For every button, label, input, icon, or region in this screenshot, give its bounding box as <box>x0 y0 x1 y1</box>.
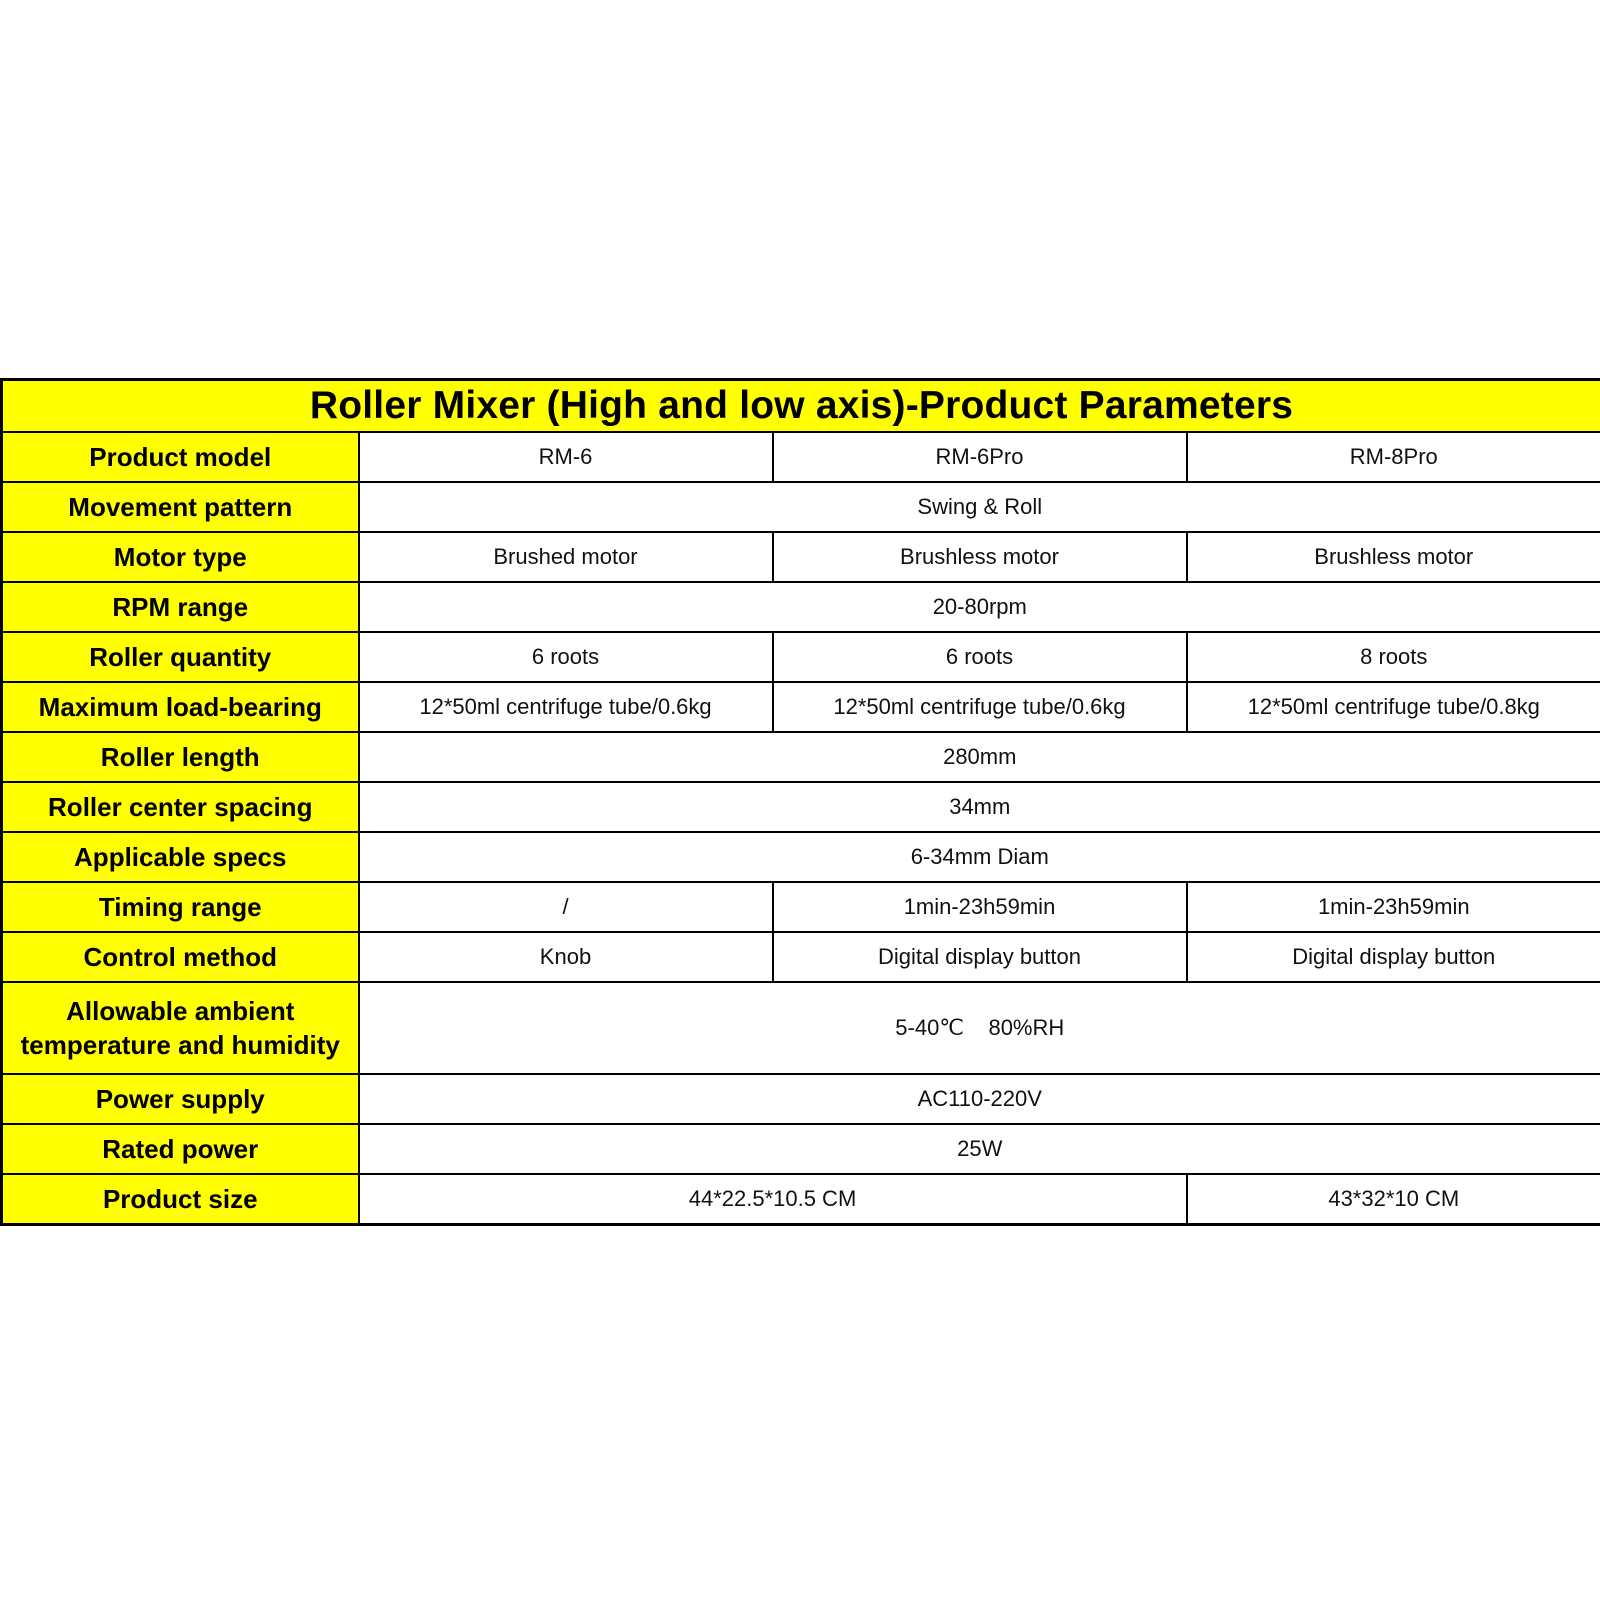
row-label-line: temperature and humidity <box>20 1030 340 1060</box>
cell-value: 1min-23h59min <box>773 882 1187 932</box>
cell-value: Brushless motor <box>773 532 1187 582</box>
product-parameters-table <box>0 378 1600 1226</box>
table-row-rpm-range <box>2 582 1600 632</box>
table-row-timing-range <box>2 882 1600 932</box>
table-row-product-model <box>2 432 1600 482</box>
table-row-control-method <box>2 932 1600 982</box>
table-row-power-supply <box>2 1074 1600 1124</box>
table-row-roller-center-spacing <box>2 782 1600 832</box>
table-row-product-size <box>2 1174 1600 1224</box>
row-label: Timing range <box>2 882 359 932</box>
cell-value: AC110-220V <box>359 1074 1600 1124</box>
table-row-roller-length <box>2 732 1600 782</box>
row-label: Power supply <box>2 1074 359 1124</box>
cell-value: / <box>359 882 773 932</box>
row-label: Roller quantity <box>2 632 359 682</box>
table-row-ambient-conditions <box>2 982 1600 1074</box>
table-row-motor-type <box>2 532 1600 582</box>
cell-value: 8 roots <box>1187 632 1600 682</box>
table-title: Roller Mixer (High and low axis)-Product Parameters <box>2 380 1600 433</box>
table-title-row <box>2 380 1600 433</box>
row-label: RPM range <box>2 582 359 632</box>
cell-value: 12*50ml centrifuge tube/0.6kg <box>773 682 1187 732</box>
row-label <box>2 982 359 1074</box>
cell-value: Digital display button <box>773 932 1187 982</box>
cell-value: 1min-23h59min <box>1187 882 1600 932</box>
cell-value: RM-8Pro <box>1187 432 1600 482</box>
cell-value: 12*50ml centrifuge tube/0.6kg <box>359 682 773 732</box>
row-label: Product model <box>2 432 359 482</box>
row-label: Movement pattern <box>2 482 359 532</box>
table-row-applicable-specs <box>2 832 1600 882</box>
cell-value: Brushless motor <box>1187 532 1600 582</box>
row-label: Roller length <box>2 732 359 782</box>
cell-value: 5-40℃ 80%RH <box>359 982 1600 1074</box>
table-row-rated-power <box>2 1124 1600 1174</box>
row-label: Rated power <box>2 1124 359 1174</box>
row-label: Product size <box>2 1174 359 1224</box>
cell-value: Brushed motor <box>359 532 773 582</box>
cell-value: 280mm <box>359 732 1600 782</box>
cell-value: 44*22.5*10.5 CM <box>359 1174 1187 1224</box>
cell-value: 6 roots <box>359 632 773 682</box>
cell-value: 6 roots <box>773 632 1187 682</box>
cell-value: 25W <box>359 1124 1600 1174</box>
row-label: Roller center spacing <box>2 782 359 832</box>
cell-value: 12*50ml centrifuge tube/0.8kg <box>1187 682 1600 732</box>
cell-value: Swing & Roll <box>359 482 1600 532</box>
row-label: Motor type <box>2 532 359 582</box>
cell-value: 20-80rpm <box>359 582 1600 632</box>
cell-value: 43*32*10 CM <box>1187 1174 1600 1224</box>
cell-value: 34mm <box>359 782 1600 832</box>
row-label: Control method <box>2 932 359 982</box>
row-label: Applicable specs <box>2 832 359 882</box>
row-label-line: Allowable ambient <box>66 996 295 1026</box>
cell-value: Digital display button <box>1187 932 1600 982</box>
cell-value: 6-34mm Diam <box>359 832 1600 882</box>
cell-value: RM-6 <box>359 432 773 482</box>
table-row-roller-quantity <box>2 632 1600 682</box>
row-label: Maximum load-bearing <box>2 682 359 732</box>
table-row-maximum-load <box>2 682 1600 732</box>
table-row-movement-pattern <box>2 482 1600 532</box>
cell-value: Knob <box>359 932 773 982</box>
cell-value: RM-6Pro <box>773 432 1187 482</box>
